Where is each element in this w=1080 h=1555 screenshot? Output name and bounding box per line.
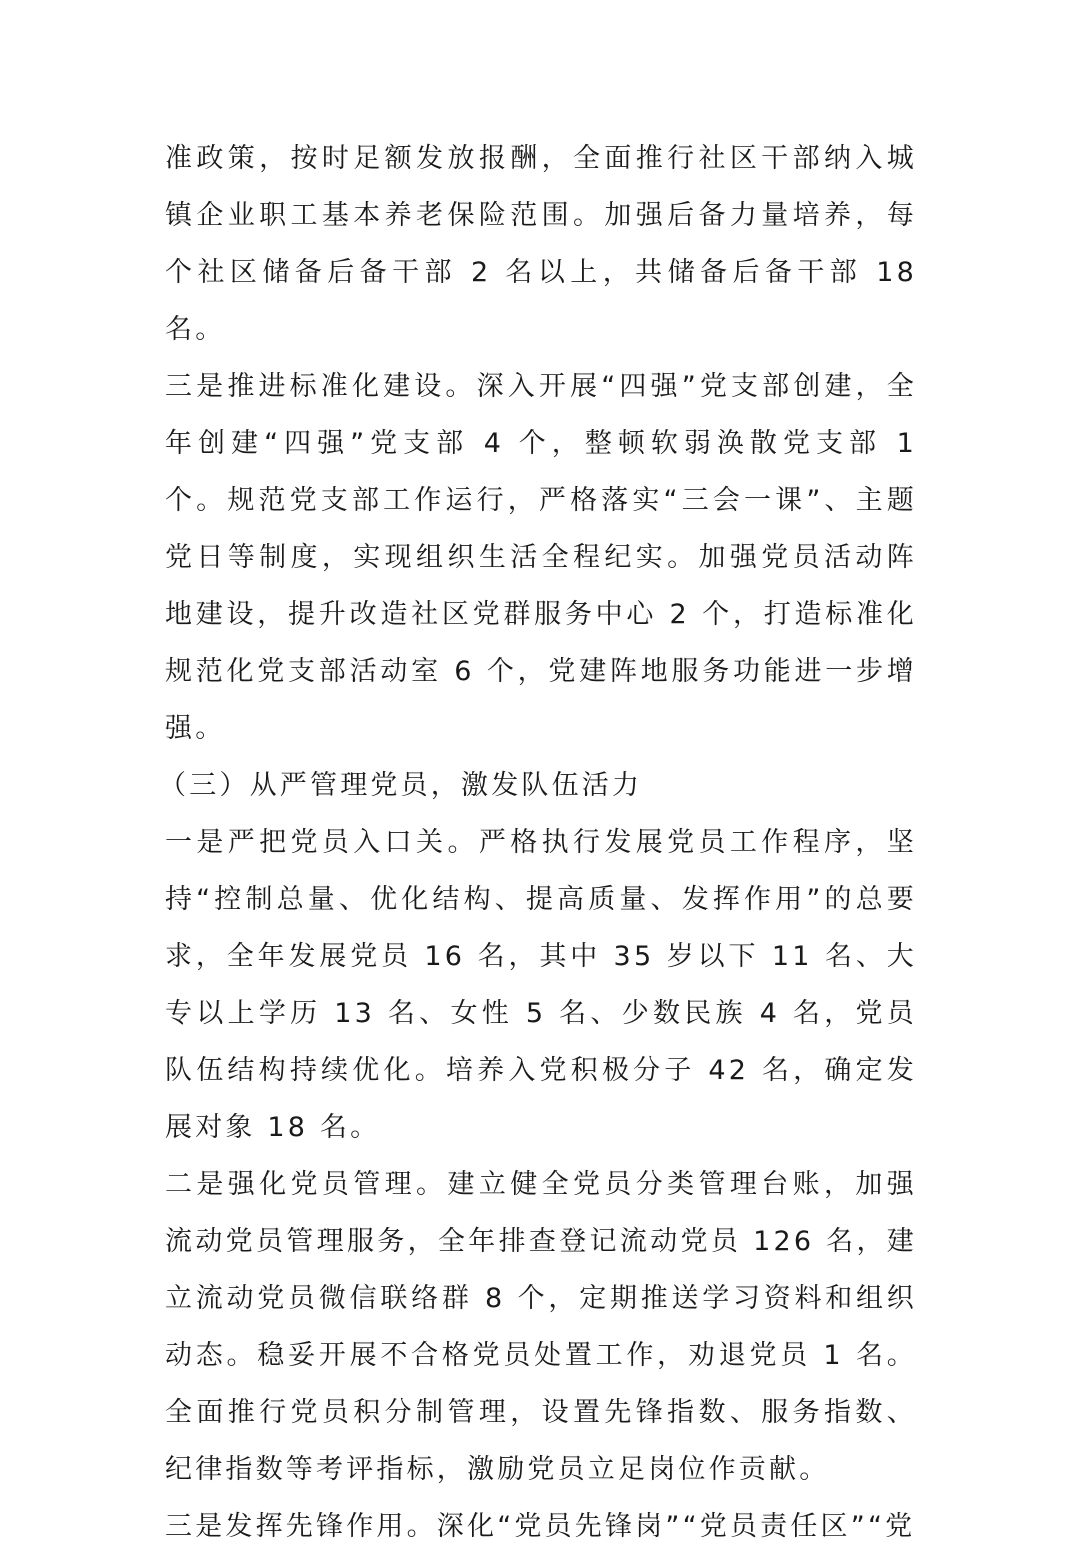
paragraph-vanguard-role: 三是发挥先锋作用。深化“党员先锋岗”“党员责任区”“党 <box>165 1511 916 1542</box>
paragraph-standardization-construction: 三是推进标准化建设。深入开展“四强”党支部创建，全年创建“四强”党支部 4 个，整顿软弱涣散党支部 1 个。规范党支部工作运行，严格落实“三会一课”、主题党日等制度，实现组织生活全程纪实。加强党员活动阵地建设，提升改造社区党群服务中心 2 个，打造标准化规范化党支部活动室 6 个，党建阵地服务功能进一步增强。 <box>165 371 917 744</box>
paragraph-compensation-reserve-cadres: 准政策，按时足额发放报酬，全面推行社区干部纳入城镇企业职工基本养老保险范围。加强后备力量培养，每个社区储备后备干部 2 名以上，共储备后备干部 18 名。 <box>165 143 917 345</box>
document-body <box>159 130 917 1555</box>
paragraph-member-management: 二是强化党员管理。建立健全党员分类管理台账，加强流动党员管理服务，全年排查登记流动党员 126 名，建立流动党员微信联络群 8 个，定期推送学习资料和组织动态。稳妥开展不合格党员处置工作，劝退党员 1 名。全面推行党员积分制管理，设置先锋指数、服务指数、纪律指数等考评指标，激励党员立足岗位作贡献。 <box>165 1169 917 1485</box>
paragraph-member-entry: 一是严把党员入口关。严格执行发展党员工作程序，坚持“控制总量、优化结构、提高质量、发挥作用”的总要求，全年发展党员 16 名，其中 35 岁以下 11 名、大专以上学历 13 名、女性 5 名、少数民族 4 名，党员队伍结构持续优化。培养入党积极分子 42 名，确定发展对象 18 名。 <box>165 827 917 1143</box>
section-heading-manage-party-members: （三）从严管理党员，激发队伍活力 <box>159 770 643 801</box>
